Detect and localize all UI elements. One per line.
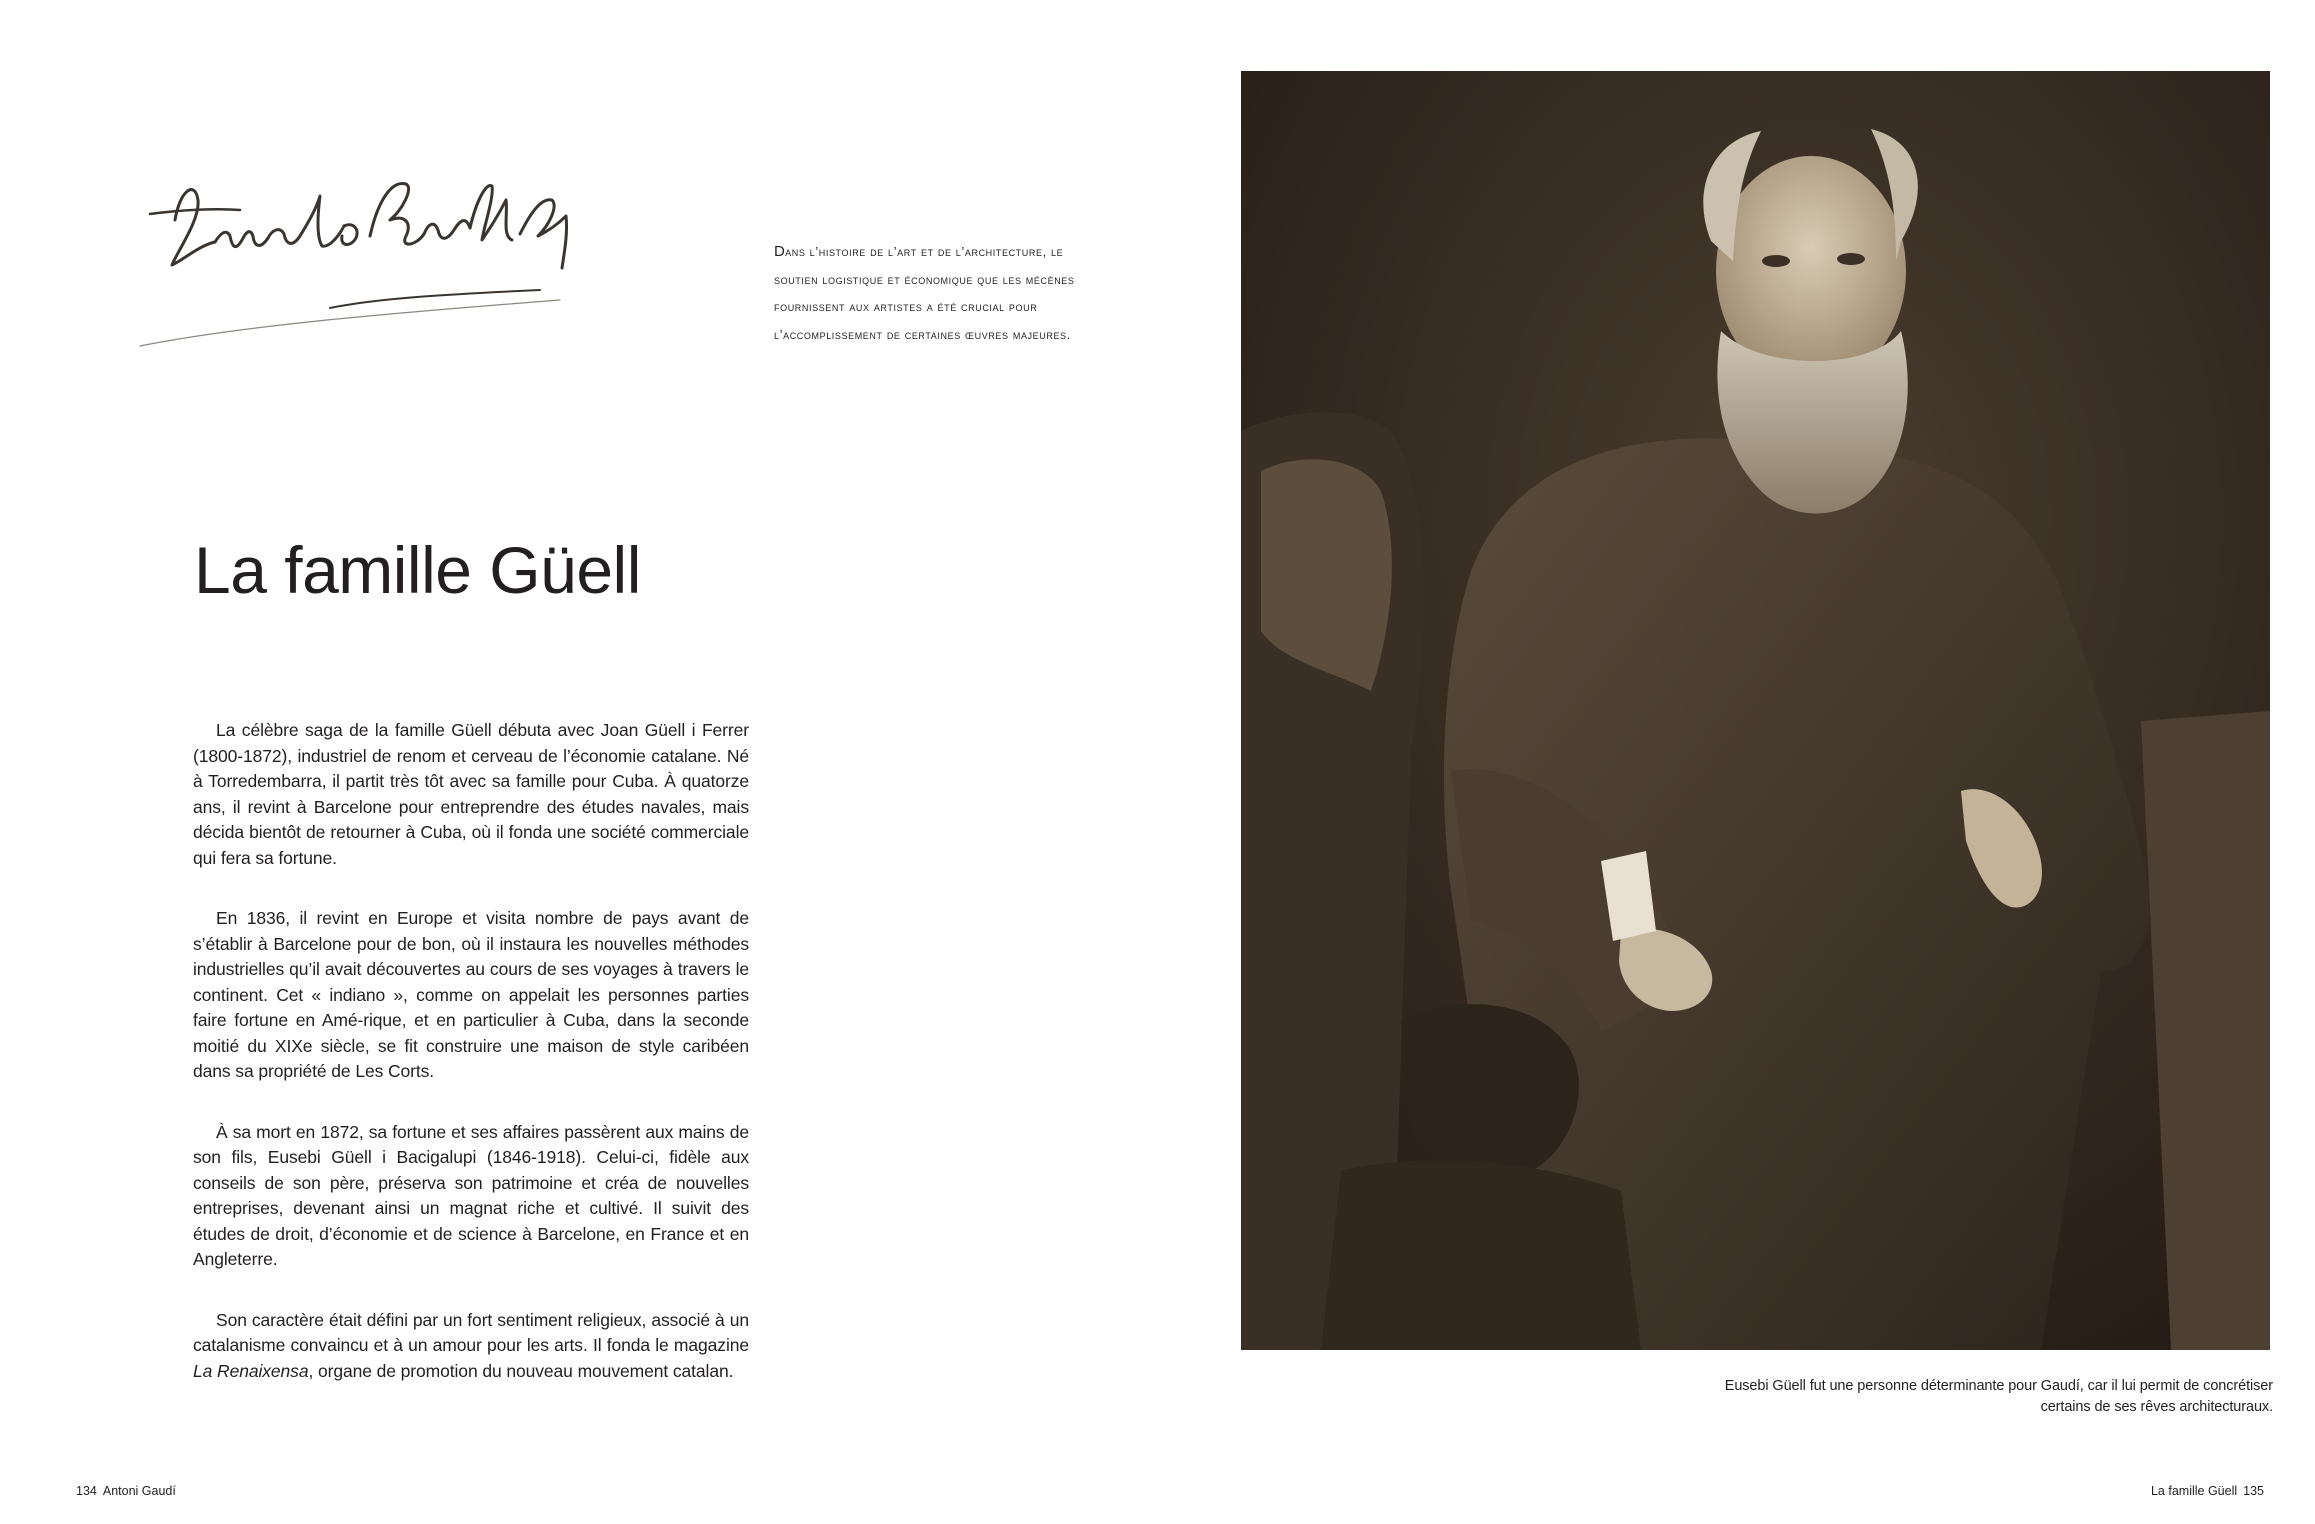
signature-image	[120, 150, 740, 380]
paragraph-4-before: Son caractère était défini par un fort sentiment religieux, associé à un catalanisme convaincu et à un amour pour les arts. Il fonda le magazine	[193, 1309, 749, 1355]
magazine-title: La Renaixensa	[193, 1360, 309, 1381]
portrait-photo	[1241, 71, 2270, 1350]
chapter-title: La famille Güell	[2150, 1484, 2238, 1498]
footer-right	[2151, 1484, 2270, 1498]
paragraph-1: La célèbre saga de la famille Güell débuta avec Joan Güell i Ferrer (1800-1872), industriel de renom et cerveau de l’économie catalane. Né à Torredembarra, il partit très tôt avec sa famille pour Cuba. À quatorze ans, il revint à Barcelone pour entreprendre des études navales, mais décida bientôt de retourner à Cuba, où il fonda une société commerciale qui fera sa fortune.	[193, 720, 749, 868]
paragraph-2: En 1836, il revint en Europe et visita nombre de pays avant de s’établir à Barcelone pour de bon, où il instaura les nouvelles méthodes industrielles qu’il avait découvertes au cours de ses voyages à travers le continent. Cet « indiano », comme on appelait les personnes parties faire fortune en Amé-rique, et en particulier à Cuba, dans la seconde moitié du XIXe siècle, se fit construire une maison de style caribéen dans sa propriété de Les Corts.	[193, 908, 749, 1081]
footer-left	[70, 1484, 176, 1498]
book-title: Antoni Gaudí	[102, 1484, 176, 1498]
intro-rest: ans l’histoire de l’art et de l’architecture, le soutien logistique et économique que les mécènes fournissent aux artistes a été crucial pour l’accomplissement de certaines œuvres majeures.	[774, 244, 1075, 342]
paragraph-3: À sa mort en 1872, sa fortune et ses affaires passèrent aux mains de son fils, Eusebi Güell i Bacigalupi (1846-1918). Celui-ci, fidèle aux conseils de son père, préserva son patrimoine et créa de nouvelles entreprises, devenant ainsi un magnat riche et cultivé. Il suivit des études de droit, d’économie et de science à Barcelone, en France et en Angleterre.	[193, 1121, 749, 1269]
paragraph-4	[193, 1308, 749, 1385]
page-number-left: 134	[76, 1484, 97, 1498]
page-number-right: 135	[2243, 1484, 2264, 1498]
intro-text	[774, 238, 1104, 348]
body-text	[193, 718, 749, 1419]
intro-drop-letter: D	[774, 243, 786, 260]
photo-caption: Eusebi Güell fut une personne déterminante pour Gaudí, car il lui permit de concrétiser certains de ses rêves architecturaux.	[1724, 1378, 2273, 1415]
page-title: La famille Güell	[194, 533, 641, 607]
paragraph-4-after: , organe de promotion du nouveau mouvement catalan.	[308, 1360, 734, 1381]
